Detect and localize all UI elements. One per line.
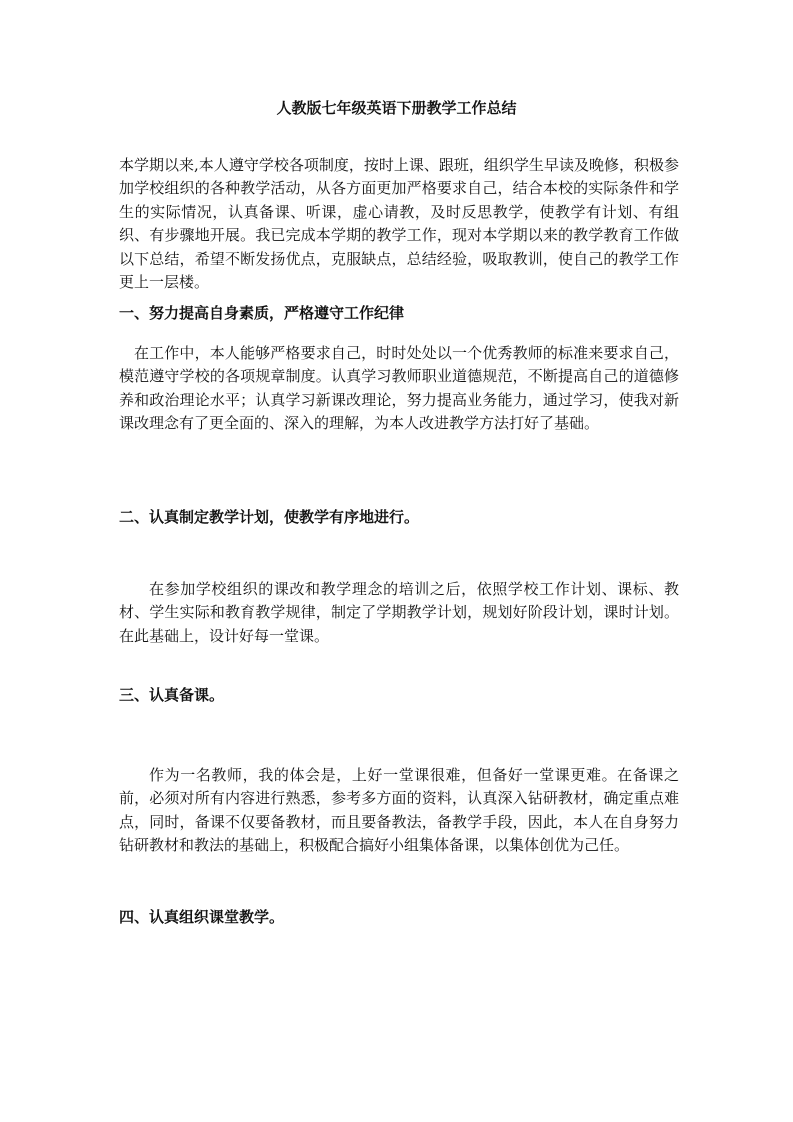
section-3-body: 作为一名教师，我的体会是，上好一堂课很难，但备好一堂课更难。在备课之前，必须对所有内容进行熟悉，参考多方面的资料，认真深入钻研教材，确定重点难点，同时，备课不仅要备教材，而且要备教法，备教学手段，因此，本人在自身努力钻研教材和教法的基础上，积极配合搞好小组集体备课，以集体创优为己任。 xyxy=(119,766,679,855)
section-2-body: 在参加学校组织的课改和教学理念的培训之后，依照学校工作计划、课标、教材、学生实际和教育教学规律，制定了学期教学计划，规划好阶段计划，课时计划。在此基础上，设计好每一堂课。 xyxy=(119,580,679,645)
section-2-heading: 二、认真制定教学计划，使教学有序地进行。 xyxy=(119,508,420,526)
section-3-heading: 三、认真备课。 xyxy=(119,686,225,704)
section-1-heading: 一、努力提高自身素质，严格遵守工作纪律 xyxy=(119,304,405,322)
document-title: 人教版七年级英语下册教学工作总结 xyxy=(276,99,517,117)
section-1-body: 在工作中，本人能够严格要求自己，时时处处以一个优秀教师的标准来要求自己，模范遵守学校的各项规章制度。认真学习教师职业道德规范，不断提高自己的道德修养和政治理论水平；认真学习新课改理论，努力提高业务能力，通过学习，使我对新课改理念有了更全面的、深入的理解，为本人改进教学方法打好了基础。 xyxy=(119,344,679,433)
section-4-heading: 四、认真组织课堂教学。 xyxy=(119,908,285,926)
intro-paragraph: 本学期以来,本人遵守学校各项制度，按时上课、跟班，组织学生早读及晚修，积极参加学校组织的各种教学活动，从各方面更加严格要求自己，结合本校的实际条件和学生的实际情况，认真备课、听课，虚心请教，及时反思教学，使教学有计划、有组织、有步骤地开展。我已完成本学期的教学工作，现对本学期以来的教学教育工作做以下总结，希望不断发扬优点，克服缺点，总结经验，吸取教训，使自己的教学工作更上一层楼。 xyxy=(119,156,679,292)
